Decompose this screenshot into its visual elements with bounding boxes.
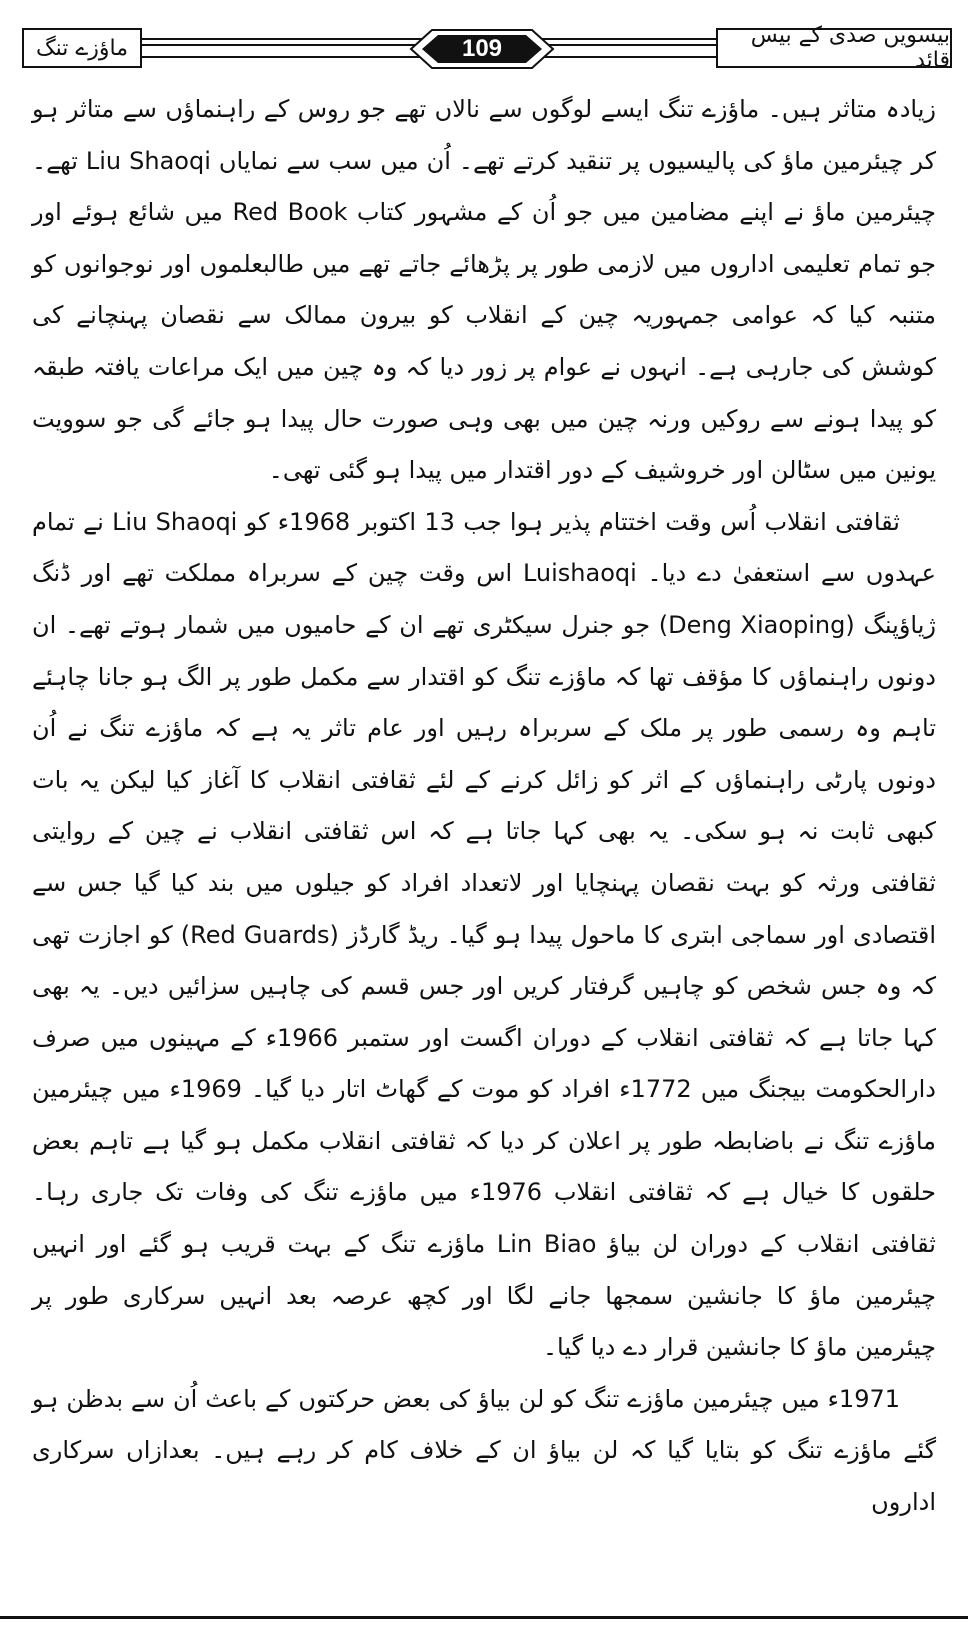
chapter-title: ماؤزے تنگ bbox=[35, 35, 129, 61]
paragraph: زیادہ متاثر ہیں۔ ماؤزے تنگ ایسے لوگوں سے نالاں تھے جو روس کے راہنماؤں سے متاثر ہو کر چیئرمین ماؤ کی پالیسیوں پر تنقید کرتے تھے۔ اُن میں سب سے نمایاں Liu Shaoqi تھے۔ چیئرمین ماؤ نے اپنے مضامین میں جو اُن کے مشہور کتاب Red Book میں شائع ہوئے اور جو تمام تعلیمی اداروں میں لازمی طور پر پڑھائے جاتے تھے میں طالبعلموں اور نوجوانوں کو متنبہ کیا کہ عوامی جمہوریہ چین کے انقلاب کو بیرون ممالک سے نقصان پہنچانے کی کوشش کی جارہی ہے۔ انہوں نے عوام پر زور دیا کہ وہ چین میں ایک مراعات یافتہ طبقہ کو پیدا ہونے سے روکیں ورنہ چین میں بھی وہی صورت حال پیدا ہو جائے گی جو سوویت یونین میں سٹالن اور خروشیف کے دور اقتدار میں پیدا ہو گئی تھی۔ bbox=[32, 95, 937, 485]
chapter-title-box bbox=[22, 28, 142, 68]
page-header bbox=[0, 0, 968, 90]
paragraph: ثقافتی انقلاب اُس وقت اختتام پذیر ہوا جب 13 اکتوبر 1968ء کو Liu Shaoqi نے تمام عہدوں سے استعفیٰ دے دیا۔ Luishaoqi اس وقت چین کے سربراہ مملکت تھے اور ڈنگ ژیاؤپنگ (Deng Xiaoping) جو جنرل سیکٹری تھے ان کے حامیوں میں شمار ہوتے تھے۔ ان دونوں راہنماؤں کا مؤقف تھا کہ ماؤزے تنگ کو اقتدار سے مکمل طور پر الگ ہو جانا چاہئے تاہم وہ رسمی طور پر ملک کے سربراہ رہیں اور عام تاثر یہ ہے کہ ماؤزے تنگ نے اُن دونوں پارٹی راہنماؤں کے اثر کو زائل کرنے کے لئے ثقافتی انقلاب کا آغاز کیا لیکن یہ بات کبھی ثابت نہ ہو سکی۔ یہ بھی کہا جاتا ہے کہ اس ثقافتی انقلاب نے چین کے روایتی ثقافتی ورثہ کو بہت نقصان پہنچایا اور لاتعداد افراد کو جیلوں میں بند کیا گیا جس سے اقتصادی اور سماجی ابتری کا ماحول پیدا ہو گیا۔ ریڈ گارڈز (Red Guards) کو اجازت تھی کہ وہ جس شخص کو چاہیں گرفتار کریں اور جس قسم کی چاہیں سزائیں دیں۔ یہ بھی کہا جاتا ہے کہ ثقافتی انقلاب کے دوران اگست اور ستمبر 1966ء کے مہینوں میں صرف دارالحکومت بیجنگ میں 1772ء افراد کو موت کے گھاٹ اتار دیا گیا۔ 1969ء میں چیئرمین ماؤزے تنگ نے باضابطہ طور پر اعلان کر دیا کہ ثقافتی انقلاب مکمل ہو گیا ہے تاہم بعض حلقوں کا خیال ہے کہ ثقافتی انقلاب 1976ء میں ماؤزے تنگ کی وفات تک جاری رہا۔ ثقافتی انقلاب کے دوران لن بیاؤ Lin Biao ماؤزے تنگ کے بہت قریب ہو گئے اور انہیں چیئرمین ماؤ کا جانشین سمجھا جانے لگا اور کچھ عرصہ بعد انہیں سرکاری طور پر چیئرمین ماؤ کا جانشین قرار دے دیا گیا۔ bbox=[32, 507, 937, 1362]
book-title: بیسویں صدی کے بیس قائد bbox=[750, 23, 950, 73]
page-number: 109 bbox=[461, 35, 503, 62]
page-body bbox=[32, 84, 936, 1529]
book-title-box bbox=[716, 23, 952, 73]
paragraph: 1971ء میں چیئرمین ماؤزے تنگ کو لن بیاؤ کی بعض حرکتوں کے باعث اُن سے بدظن ہو گئے ماؤزے تنگ کو بتایا گیا کہ لن بیاؤ ان کے خلاف کام کر رہے ہیں۔ بعدازاں سرکاری اداروں bbox=[32, 1384, 936, 1517]
footer-rule bbox=[0, 1616, 968, 1619]
